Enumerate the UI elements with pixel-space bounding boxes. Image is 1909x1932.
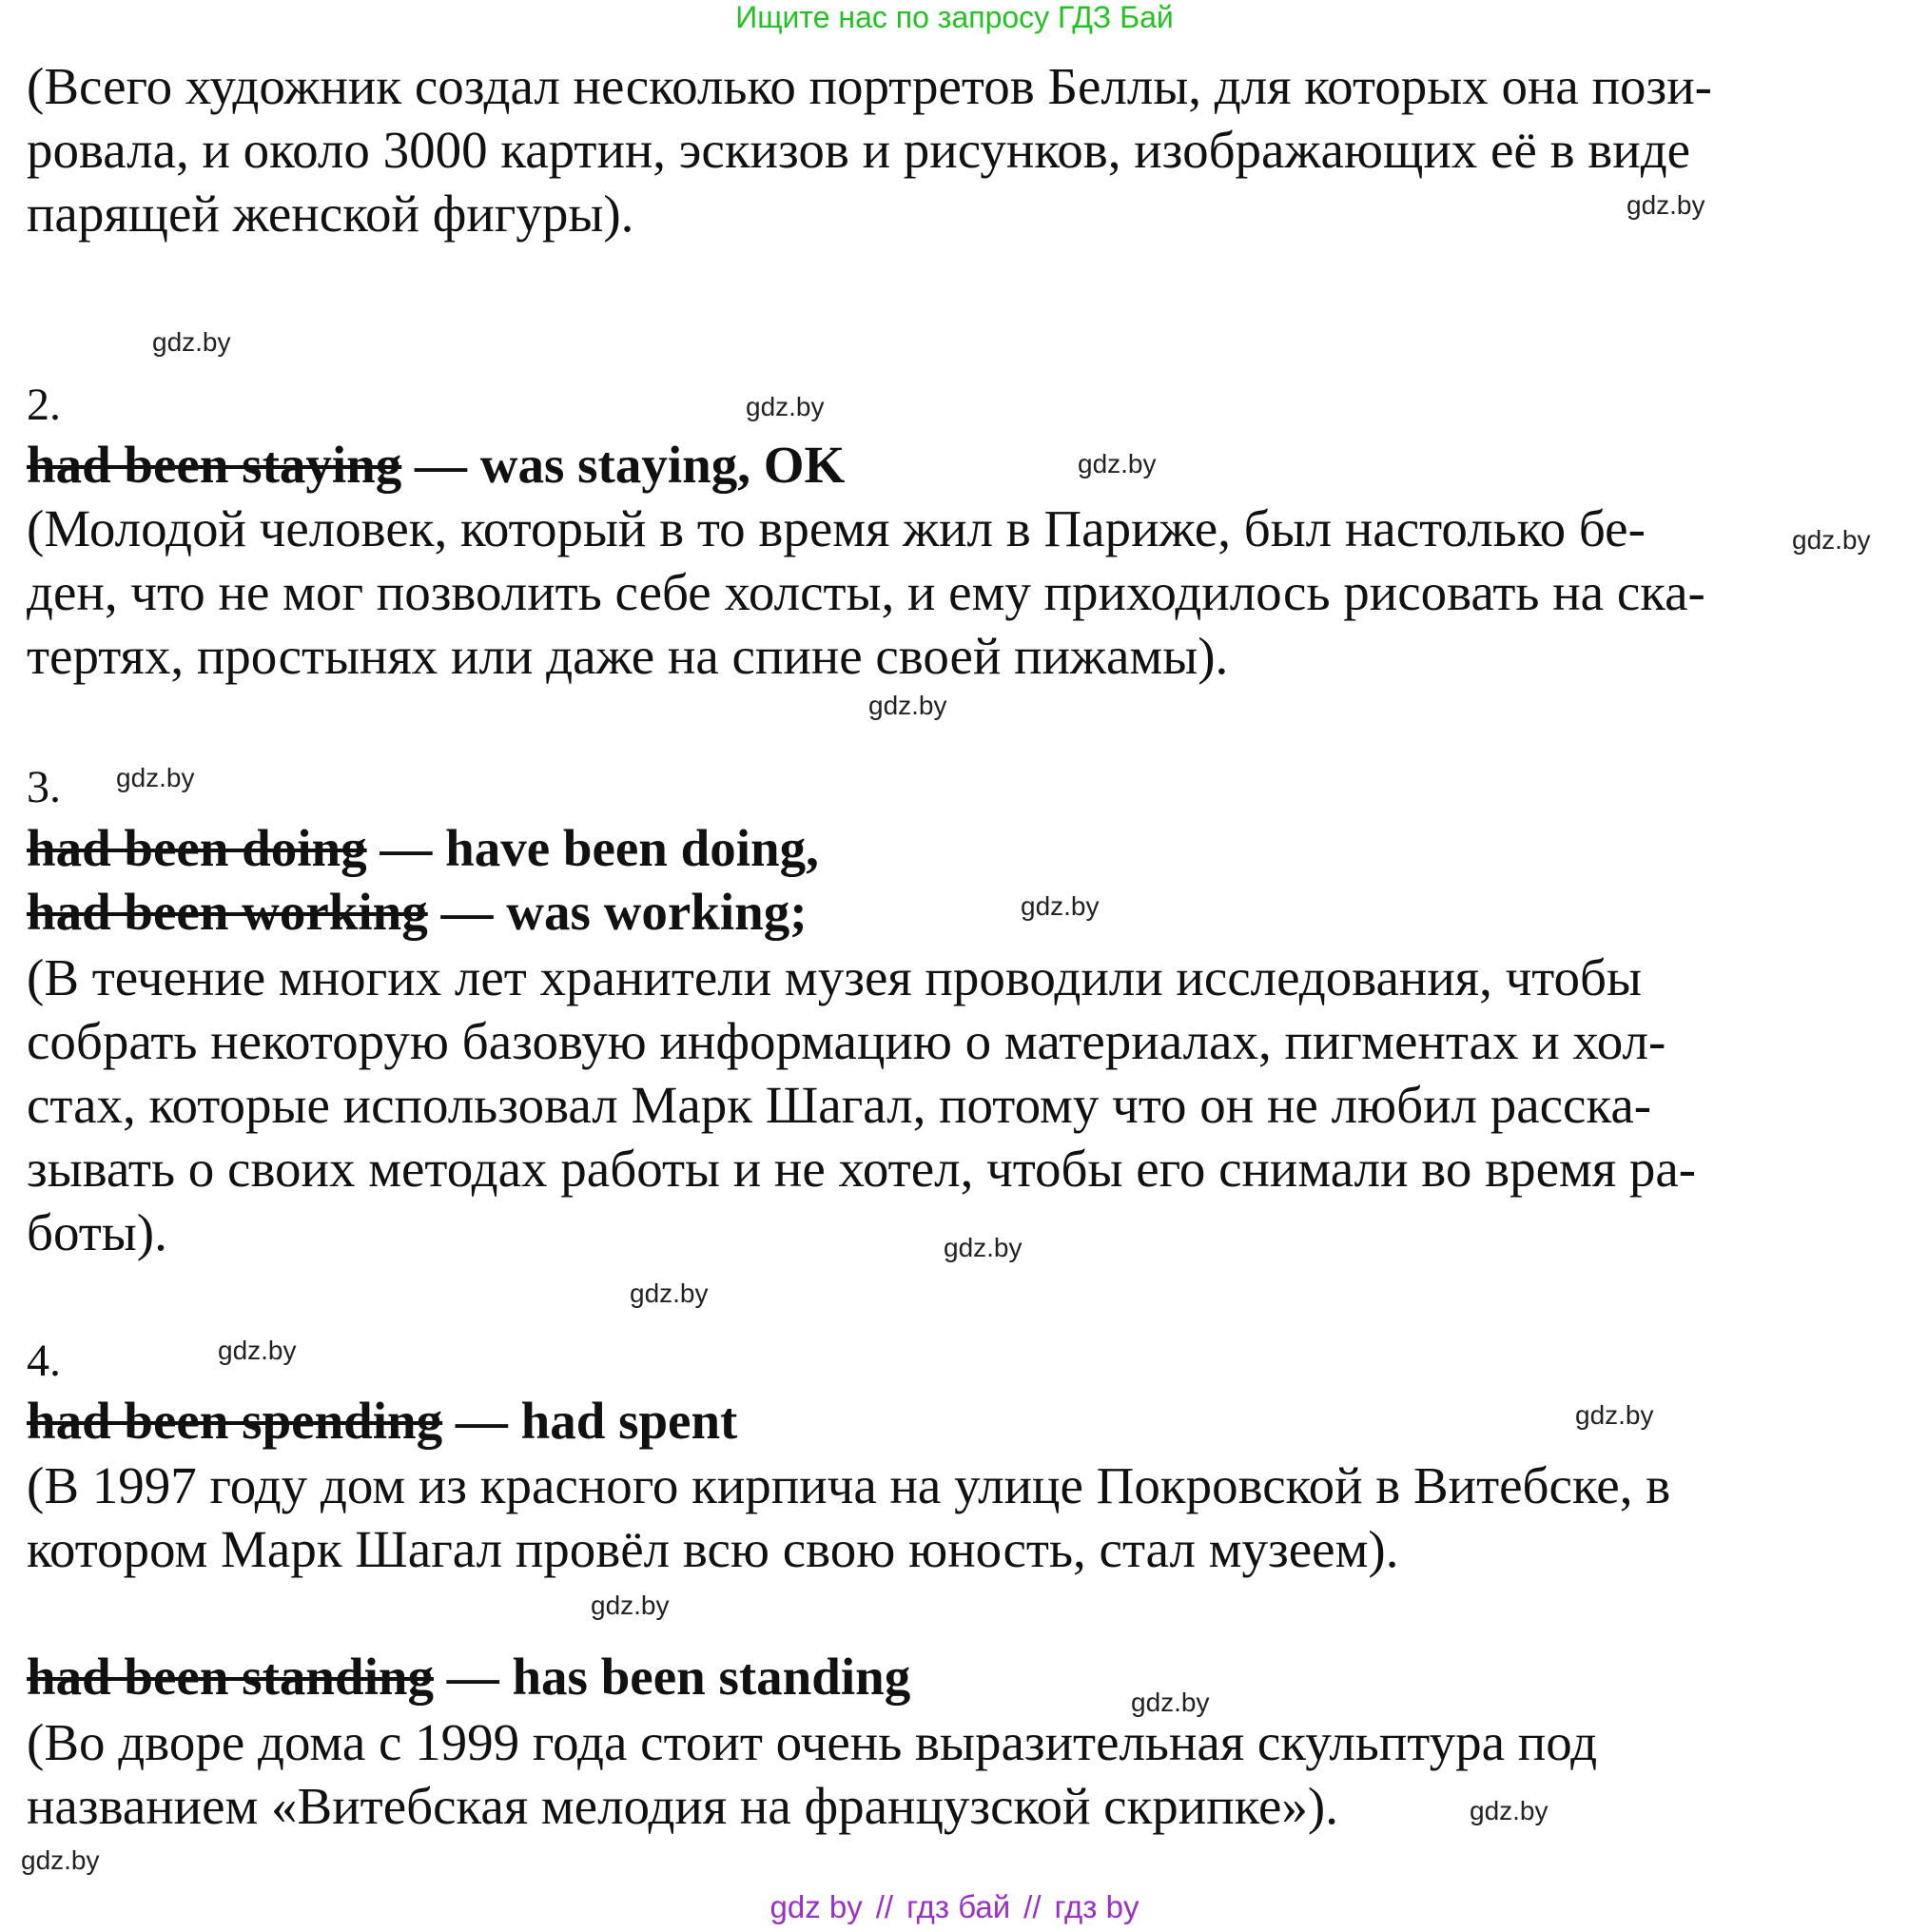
- answer-line: [27, 436, 845, 495]
- correct-answer: — has been standing: [433, 1648, 911, 1706]
- watermark: gdz.by: [591, 1590, 670, 1620]
- watermark: gdz.by: [868, 691, 947, 720]
- watermark: gdz.by: [746, 392, 825, 421]
- item-number: 4.: [27, 1336, 61, 1386]
- translation-line: боты).: [27, 1203, 167, 1261]
- translation-line: стах, которые использовал Марк Шагал, потому что он не любил расска-: [27, 1076, 1652, 1134]
- watermark: gdz.by: [1575, 1400, 1654, 1430]
- answer-line: [27, 819, 819, 878]
- correct-answer: — had spent: [442, 1392, 738, 1450]
- footer-separator: //: [1023, 1889, 1042, 1924]
- watermark: gdz.by: [218, 1336, 297, 1365]
- struck-wrong-answer: had been standing: [27, 1648, 434, 1706]
- struck-wrong-answer: had been staying: [27, 436, 402, 494]
- item-number: 2.: [27, 380, 61, 430]
- translation-line: (Молодой человек, который в то время жил в Париже, был настолько бе-: [27, 499, 1646, 557]
- watermark: gdz.by: [1078, 449, 1157, 478]
- intro-paragraph: [27, 54, 1712, 245]
- translation-line: (В течение многих лет хранители музея проводили исследования, чтобы: [27, 948, 1642, 1006]
- answer-line: [27, 1392, 737, 1451]
- correct-answer: — was working;: [427, 883, 808, 941]
- footer-link[interactable]: gdz by: [769, 1889, 863, 1924]
- intro-line: ровала, и около 3000 картин, эскизов и рисунков, изображающих её в виде: [27, 121, 1691, 179]
- item-number: 3.: [27, 762, 61, 812]
- struck-wrong-answer: had been spending: [27, 1392, 443, 1450]
- watermark: gdz.by: [1131, 1688, 1210, 1717]
- watermark: gdz.by: [630, 1278, 709, 1308]
- translation-paragraph: [27, 1710, 1597, 1838]
- watermark: gdz.by: [1470, 1796, 1549, 1825]
- answer-line: [27, 883, 808, 942]
- translation-line: собрать некоторую базовую информацию о материалах, пигментах и хол-: [27, 1012, 1666, 1070]
- correct-answer: — was staying, OK: [401, 436, 846, 494]
- answer-line: [27, 1648, 910, 1707]
- translation-line: тертях, простынях или даже на спине своей пижамы).: [27, 627, 1229, 685]
- watermark: gdz.by: [152, 327, 231, 357]
- translation-paragraph: [27, 946, 1696, 1264]
- intro-line: парящей женской фигуры).: [27, 185, 634, 243]
- translation-line: зывать о своих методах работы и не хотел, чтобы его снимали во время ра-: [27, 1140, 1697, 1198]
- translation-paragraph: [27, 1454, 1670, 1581]
- struck-wrong-answer: had been doing: [27, 819, 367, 877]
- watermark: gdz.by: [21, 1845, 100, 1875]
- footer-links: [0, 1889, 1909, 1925]
- footer-link[interactable]: гдз бай: [906, 1889, 1011, 1924]
- footer-link[interactable]: гдз by: [1054, 1889, 1140, 1924]
- struck-wrong-answer: had been working: [27, 883, 428, 941]
- translation-line: ден, что не мог позволить себе холсты, и ему приходилось рисовать на ска-: [27, 563, 1705, 621]
- watermark: gdz.by: [944, 1233, 1023, 1262]
- translation-line: (В 1997 году дом из красного кирпича на улице Покровской в Витебске, в: [27, 1456, 1671, 1514]
- watermark: gdz.by: [116, 763, 195, 792]
- footer-separator: //: [875, 1889, 894, 1924]
- watermark: gdz.by: [1627, 190, 1705, 220]
- translation-paragraph: [27, 497, 1705, 688]
- search-banner: Ищите нас по запросу ГДЗ Бай: [735, 0, 1174, 34]
- translation-line: названием «Витебская мелодия на французской скрипке»).: [27, 1777, 1339, 1835]
- watermark: gdz.by: [1792, 525, 1871, 555]
- watermark: gdz.by: [1021, 891, 1100, 921]
- correct-answer: — have been doing,: [366, 819, 819, 877]
- intro-line: (Всего художник создал несколько портретов Беллы, для которых она пози-: [27, 57, 1712, 115]
- translation-line: (Во дворе дома с 1999 года стоит очень выразительная скульптура под: [27, 1713, 1598, 1771]
- translation-line: котором Марк Шагал провёл всю свою юность, стал музеем).: [27, 1520, 1399, 1578]
